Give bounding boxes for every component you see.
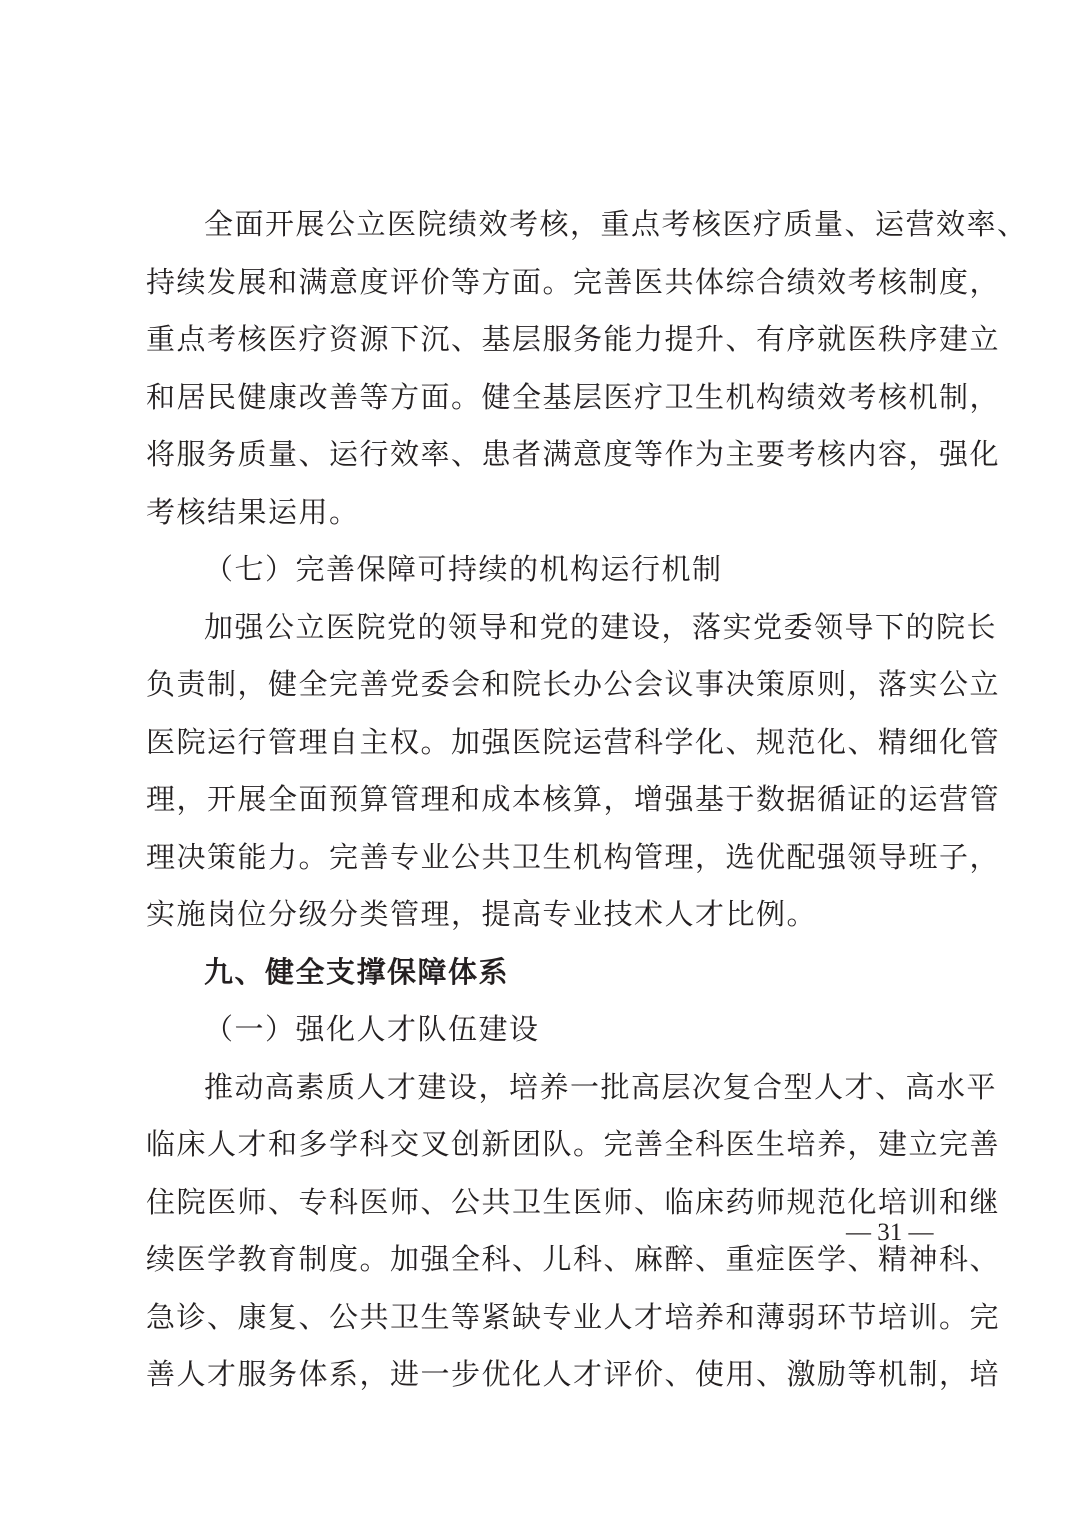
paragraph-line: 理，开展全面预算管理和成本核算，增强基于数据循证的运营管 bbox=[146, 782, 1001, 816]
paragraph-line: 全面开展公立医院绩效考核，重点考核医疗质量、运营效率、 bbox=[204, 207, 1028, 241]
subsection-heading-1: （一）强化人才队伍建设 bbox=[204, 1012, 540, 1046]
paragraph-line: 住院医师、专科医师、公共卫生医师、临床药师规范化培训和继 bbox=[146, 1184, 1001, 1219]
paragraph-line: 推动高素质人才建设，培养一批高层次复合型人才、高水平 bbox=[204, 1069, 998, 1104]
paragraph-line: 善人才服务体系，进一步优化人才评价、使用、激励等机制，培 bbox=[146, 1357, 1001, 1391]
paragraph-line: 和居民健康改善等方面。健全基层医疗卫生机构绩效考核机制， bbox=[146, 379, 1001, 414]
paragraph-line: 实施岗位分级分类管理，提高专业技术人才比例。 bbox=[146, 897, 818, 931]
section-heading-9: 九、健全支撑保障体系 bbox=[204, 954, 510, 989]
paragraph-line: 重点考核医疗资源下沉、基层服务能力提升、有序就医秩序建立 bbox=[146, 322, 1001, 356]
paragraph-line: 负责制，健全完善党委会和院长办公会议事决策原则，落实公立 bbox=[146, 667, 1001, 701]
paragraph-line: 加强公立医院党的领导和党的建设，落实党委领导下的院长 bbox=[204, 609, 998, 644]
paragraph-line: 将服务质量、运行效率、患者满意度等作为主要考核内容，强化 bbox=[146, 437, 1001, 471]
page-number: — 31 — bbox=[846, 1219, 934, 1246]
paragraph-line: 急诊、康复、公共卫生等紧缺专业人才培养和薄弱环节培训。完 bbox=[146, 1299, 1001, 1334]
document-body bbox=[146, 196, 1028, 1404]
paragraph-line: 持续发展和满意度评价等方面。完善医共体综合绩效考核制度， bbox=[146, 264, 1001, 299]
paragraph-line: 临床人才和多学科交叉创新团队。完善全科医生培养，建立完善 bbox=[146, 1127, 1001, 1161]
paragraph-line: 医院运行管理自主权。加强医院运营科学化、规范化、精细化管 bbox=[146, 724, 1001, 759]
subsection-heading-7: （七）完善保障可持续的机构运行机制 bbox=[204, 552, 723, 586]
paragraph-line: 续医学教育制度。加强全科、儿科、麻醉、重症医学、精神科、 bbox=[146, 1242, 1001, 1276]
paragraph-line: 考核结果运用。 bbox=[146, 494, 360, 529]
paragraph-line: 理决策能力。完善专业公共卫生机构管理，选优配强领导班子， bbox=[146, 839, 1001, 874]
